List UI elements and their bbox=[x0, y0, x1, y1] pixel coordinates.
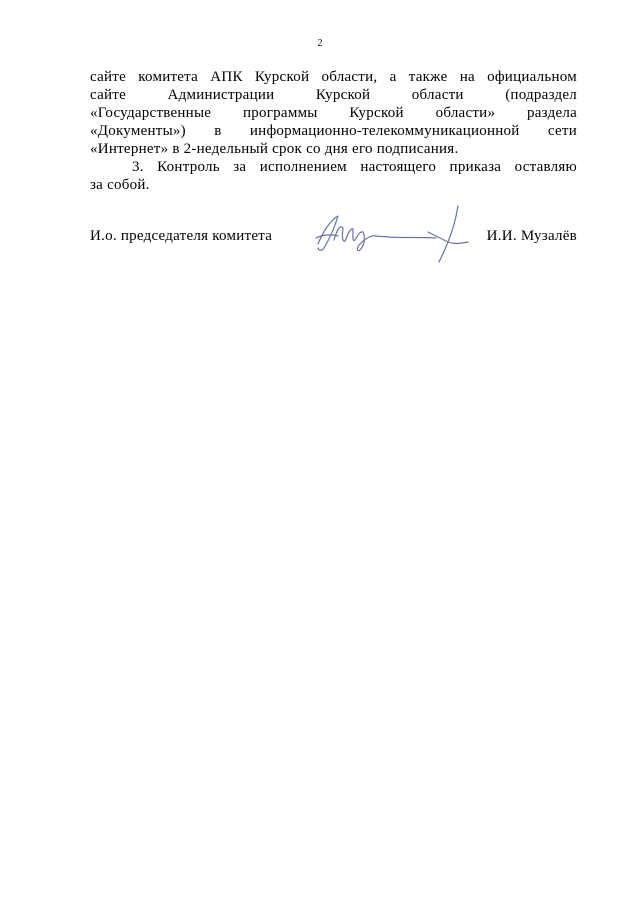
text-line: за собой. bbox=[90, 177, 150, 193]
paragraph-publication bbox=[90, 68, 577, 158]
text-line: «Государственные программы Курской области» раздела bbox=[90, 105, 577, 121]
text-line: сайте комитета АПК Курской области, а также на официальном bbox=[90, 69, 577, 85]
signatory-name: И.И. Музалёв bbox=[486, 228, 577, 244]
page-number: 2 bbox=[317, 38, 323, 49]
text-line: сайте Администрации Курской области (подраздел bbox=[90, 87, 577, 103]
paragraph-control bbox=[90, 158, 577, 194]
signatory-title: И.о. председателя комитета bbox=[90, 228, 273, 244]
signature-block bbox=[90, 222, 577, 252]
text-line: «Документы») в информационно-телекоммуникационной сети bbox=[90, 123, 577, 139]
text-line: 3. Контроль за исполнением настоящего приказа оставляю bbox=[132, 159, 577, 175]
handwritten-signature bbox=[308, 204, 488, 264]
document-body bbox=[90, 68, 577, 194]
text-line: «Интернет» в 2-недельный срок со дня его подписания. bbox=[90, 141, 459, 157]
